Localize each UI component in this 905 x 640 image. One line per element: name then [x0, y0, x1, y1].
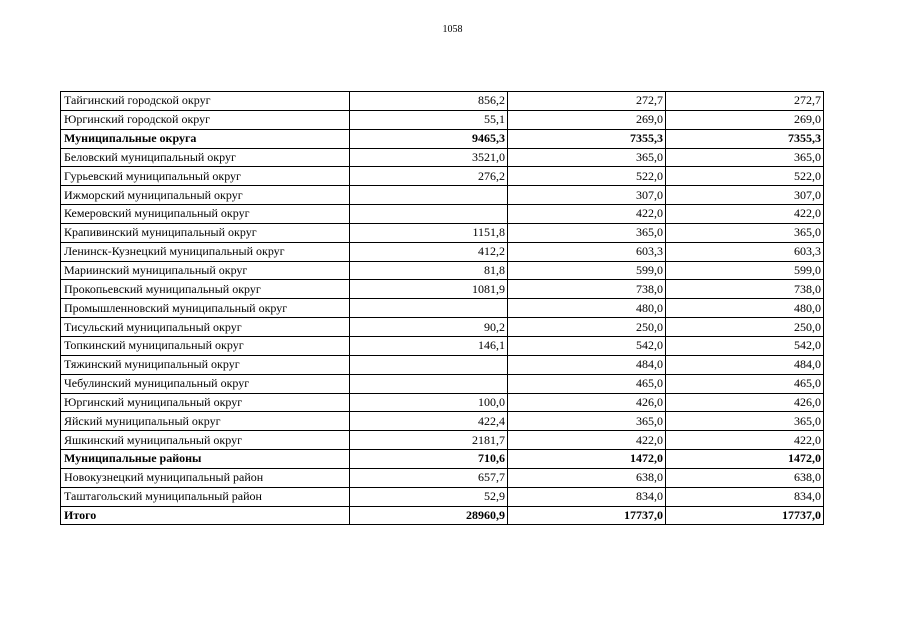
cell-value-3: 307,0 — [666, 186, 824, 205]
cell-value-3: 480,0 — [666, 299, 824, 318]
table-row — [61, 92, 824, 111]
cell-name: Топкинский муниципальный округ — [61, 336, 350, 355]
cell-value-3: 603,3 — [666, 242, 824, 261]
budget-table — [60, 91, 824, 525]
cell-value-3: 738,0 — [666, 280, 824, 299]
cell-name: Юргинский городской округ — [61, 110, 350, 129]
cell-value-2: 365,0 — [508, 412, 666, 431]
cell-value-2: 307,0 — [508, 186, 666, 205]
table-row — [61, 393, 824, 412]
cell-name: Промышленновский муниципальный округ — [61, 299, 350, 318]
cell-value-1: 90,2 — [350, 318, 508, 337]
cell-name: Гурьевский муниципальный округ — [61, 167, 350, 186]
cell-value-2: 250,0 — [508, 318, 666, 337]
table-row — [61, 280, 824, 299]
cell-value-1: 146,1 — [350, 336, 508, 355]
cell-value-3: 17737,0 — [666, 506, 824, 525]
table-row — [61, 374, 824, 393]
table-row — [61, 487, 824, 506]
cell-value-2: 272,7 — [508, 92, 666, 111]
cell-value-1: 3521,0 — [350, 148, 508, 167]
table-row — [61, 355, 824, 374]
cell-value-3: 422,0 — [666, 205, 824, 224]
cell-value-2: 426,0 — [508, 393, 666, 412]
table-row — [61, 242, 824, 261]
cell-value-3: 638,0 — [666, 468, 824, 487]
cell-value-1: 81,8 — [350, 261, 508, 280]
cell-value-3: 834,0 — [666, 487, 824, 506]
cell-name: Муниципальные районы — [61, 450, 350, 469]
cell-value-3: 365,0 — [666, 223, 824, 242]
cell-name: Прокопьевский муниципальный округ — [61, 280, 350, 299]
cell-value-3: 365,0 — [666, 412, 824, 431]
table-row-total — [61, 129, 824, 148]
cell-value-2: 638,0 — [508, 468, 666, 487]
cell-name: Муниципальные округа — [61, 129, 350, 148]
cell-value-2: 365,0 — [508, 223, 666, 242]
cell-name: Ижморский муниципальный округ — [61, 186, 350, 205]
cell-value-3: 365,0 — [666, 148, 824, 167]
cell-name: Таштагольский муниципальный район — [61, 487, 350, 506]
table-row — [61, 468, 824, 487]
table-body — [61, 92, 824, 525]
cell-name: Яйский муниципальный округ — [61, 412, 350, 431]
cell-value-2: 522,0 — [508, 167, 666, 186]
cell-name: Тяжинский муниципальный округ — [61, 355, 350, 374]
cell-value-3: 269,0 — [666, 110, 824, 129]
cell-value-1: 412,2 — [350, 242, 508, 261]
cell-value-3: 465,0 — [666, 374, 824, 393]
table-row — [61, 186, 824, 205]
cell-name: Мариинский муниципальный округ — [61, 261, 350, 280]
cell-value-3: 272,7 — [666, 92, 824, 111]
cell-value-2: 603,3 — [508, 242, 666, 261]
cell-value-2: 365,0 — [508, 148, 666, 167]
cell-name: Тисульский муниципальный округ — [61, 318, 350, 337]
table-row — [61, 148, 824, 167]
cell-value-1 — [350, 186, 508, 205]
table-row — [61, 167, 824, 186]
cell-value-1: 1081,9 — [350, 280, 508, 299]
page-number: 1058 — [442, 24, 463, 35]
cell-value-2: 1472,0 — [508, 450, 666, 469]
cell-value-1: 657,7 — [350, 468, 508, 487]
table-row — [61, 261, 824, 280]
cell-name: Кемеровский муниципальный округ — [61, 205, 350, 224]
table-row-total — [61, 506, 824, 525]
table-row — [61, 110, 824, 129]
cell-value-1: 9465,3 — [350, 129, 508, 148]
cell-value-1: 100,0 — [350, 393, 508, 412]
cell-value-3: 1472,0 — [666, 450, 824, 469]
cell-value-2: 480,0 — [508, 299, 666, 318]
table-row — [61, 318, 824, 337]
cell-value-3: 599,0 — [666, 261, 824, 280]
cell-value-1: 1151,8 — [350, 223, 508, 242]
cell-name: Тайгинский городской округ — [61, 92, 350, 111]
cell-value-1 — [350, 299, 508, 318]
cell-name: Беловский муниципальный округ — [61, 148, 350, 167]
table-row — [61, 431, 824, 450]
cell-value-2: 738,0 — [508, 280, 666, 299]
cell-value-1 — [350, 205, 508, 224]
cell-value-1: 710,6 — [350, 450, 508, 469]
cell-value-1 — [350, 374, 508, 393]
cell-value-1: 55,1 — [350, 110, 508, 129]
cell-value-1 — [350, 355, 508, 374]
cell-value-2: 17737,0 — [508, 506, 666, 525]
table-row — [61, 412, 824, 431]
cell-value-3: 484,0 — [666, 355, 824, 374]
cell-name: Чебулинский муниципальный округ — [61, 374, 350, 393]
cell-name: Итого — [61, 506, 350, 525]
table-row — [61, 299, 824, 318]
cell-value-2: 422,0 — [508, 205, 666, 224]
cell-value-2: 465,0 — [508, 374, 666, 393]
cell-name: Крапивинский муниципальный округ — [61, 223, 350, 242]
table-row — [61, 223, 824, 242]
cell-value-1: 422,4 — [350, 412, 508, 431]
cell-value-2: 484,0 — [508, 355, 666, 374]
cell-name: Яшкинский муниципальный округ — [61, 431, 350, 450]
table-row-total — [61, 450, 824, 469]
cell-value-1: 52,9 — [350, 487, 508, 506]
cell-value-3: 422,0 — [666, 431, 824, 450]
cell-value-3: 7355,3 — [666, 129, 824, 148]
cell-value-2: 599,0 — [508, 261, 666, 280]
cell-value-2: 269,0 — [508, 110, 666, 129]
cell-value-2: 7355,3 — [508, 129, 666, 148]
cell-name: Юргинский муниципальный округ — [61, 393, 350, 412]
table-row — [61, 336, 824, 355]
cell-value-3: 542,0 — [666, 336, 824, 355]
cell-value-2: 834,0 — [508, 487, 666, 506]
cell-value-1: 856,2 — [350, 92, 508, 111]
cell-name: Новокузнецкий муниципальный район — [61, 468, 350, 487]
cell-name: Ленинск-Кузнецкий муниципальный округ — [61, 242, 350, 261]
cell-value-1: 28960,9 — [350, 506, 508, 525]
cell-value-3: 250,0 — [666, 318, 824, 337]
cell-value-2: 422,0 — [508, 431, 666, 450]
cell-value-3: 522,0 — [666, 167, 824, 186]
cell-value-1: 276,2 — [350, 167, 508, 186]
cell-value-3: 426,0 — [666, 393, 824, 412]
cell-value-1: 2181,7 — [350, 431, 508, 450]
cell-value-2: 542,0 — [508, 336, 666, 355]
table-row — [61, 205, 824, 224]
